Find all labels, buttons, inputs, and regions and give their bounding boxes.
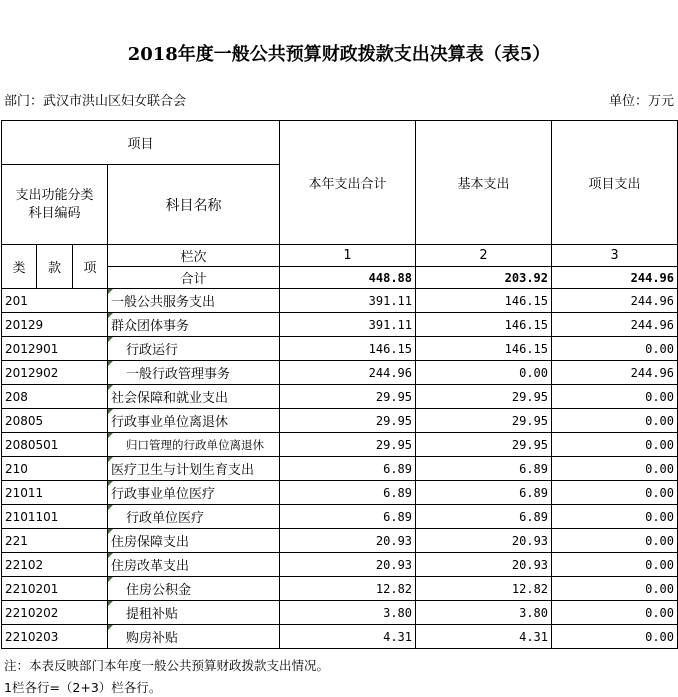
row-basic: 6.89: [416, 505, 552, 529]
row-project: 244.96: [552, 361, 678, 385]
row-code: 221: [2, 529, 108, 553]
total-amount: 448.88: [280, 267, 416, 289]
table-row: [2, 313, 678, 337]
row-total: 12.82: [280, 577, 416, 601]
unit-label: 单位：万元: [608, 94, 674, 109]
header-lanci: 栏次: [108, 245, 280, 267]
row-subject-name: 一般行政管理事务: [108, 361, 280, 385]
row-total: 146.15: [280, 337, 416, 361]
row-subject-name: 住房保障支出: [108, 529, 280, 553]
total-basic: 203.92: [416, 267, 552, 289]
row-code: 2101101: [2, 505, 108, 529]
row-subject-name: 社会保障和就业支出: [108, 385, 280, 409]
header-xiang: 项: [73, 245, 108, 289]
note-line-1: 注：本表反映部门本年度一般公共预算财政拨款支出情况。: [4, 658, 330, 673]
row-subject-name: 行政运行: [108, 337, 280, 361]
row-project: 0.00: [552, 577, 678, 601]
row-project: 244.96: [552, 289, 678, 313]
row-basic: 3.80: [416, 601, 552, 625]
table-row: [2, 625, 678, 649]
row-total: 391.11: [280, 289, 416, 313]
table-row: [2, 601, 678, 625]
row-basic: 12.82: [416, 577, 552, 601]
row-code: 21011: [2, 481, 108, 505]
row-basic: 6.89: [416, 481, 552, 505]
header-col-total: 本年支出合计: [280, 121, 416, 245]
row-subject-name: 住房公积金: [108, 577, 280, 601]
header-kuan: 款: [37, 245, 73, 289]
row-total: 391.11: [280, 313, 416, 337]
row-basic: 20.93: [416, 529, 552, 553]
col-number-1: 1: [280, 245, 416, 267]
header-subject-name: 科目名称: [108, 165, 280, 245]
row-project: 0.00: [552, 409, 678, 433]
row-basic: 4.31: [416, 625, 552, 649]
table-row: [2, 505, 678, 529]
col-number-3: 3: [552, 245, 678, 267]
row-project: 0.00: [552, 385, 678, 409]
row-project: 0.00: [552, 433, 678, 457]
header-col-basic: 基本支出: [416, 121, 552, 245]
total-label: 合计: [108, 267, 280, 289]
row-total: 6.89: [280, 457, 416, 481]
department-label: 部门：武汉市洪山区妇女联合会: [4, 94, 187, 109]
row-basic: 146.15: [416, 289, 552, 313]
header-lei: 类: [2, 245, 37, 289]
header-col-project: 项目支出: [552, 121, 678, 245]
table-row: [2, 385, 678, 409]
row-project: 0.00: [552, 505, 678, 529]
row-basic: 6.89: [416, 457, 552, 481]
row-code: 22102: [2, 553, 108, 577]
row-project: 0.00: [552, 529, 678, 553]
row-code: 20805: [2, 409, 108, 433]
row-total: 29.95: [280, 385, 416, 409]
row-total: 3.80: [280, 601, 416, 625]
row-code: 2210203: [2, 625, 108, 649]
row-project: 0.00: [552, 481, 678, 505]
row-code: 2080501: [2, 433, 108, 457]
row-total: 20.93: [280, 529, 416, 553]
table-row: [2, 529, 678, 553]
table-row: [2, 457, 678, 481]
row-subject-name: 行政事业单位离退休: [108, 409, 280, 433]
row-subject-name: 行政事业单位医疗: [108, 481, 280, 505]
table-row: [2, 409, 678, 433]
row-code: 2012902: [2, 361, 108, 385]
row-code: 208: [2, 385, 108, 409]
table-row: [2, 481, 678, 505]
header-project: 项目: [2, 121, 280, 165]
table-row: [2, 337, 678, 361]
note-line-2: 1栏各行=（2+3）栏各行。: [4, 680, 162, 695]
table-row: [2, 433, 678, 457]
row-project: 0.00: [552, 337, 678, 361]
table-row: [2, 361, 678, 385]
row-basic: 29.95: [416, 433, 552, 457]
row-subject-name: 归口管理的行政单位离退休: [108, 433, 280, 457]
total-project: 244.96: [552, 267, 678, 289]
row-total: 6.89: [280, 481, 416, 505]
row-code: 20129: [2, 313, 108, 337]
row-total: 20.93: [280, 553, 416, 577]
row-total: 4.31: [280, 625, 416, 649]
row-basic: 146.15: [416, 313, 552, 337]
row-basic: 20.93: [416, 553, 552, 577]
row-total: 244.96: [280, 361, 416, 385]
row-subject-name: 群众团体事务: [108, 313, 280, 337]
row-code: 210: [2, 457, 108, 481]
report-title: 2018年度一般公共预算财政拨款支出决算表（表5）: [127, 44, 551, 65]
row-subject-name: 购房补贴: [108, 625, 280, 649]
table-row: [2, 577, 678, 601]
col-number-2: 2: [416, 245, 552, 267]
row-code: 201: [2, 289, 108, 313]
expenditure-table: [1, 120, 678, 649]
row-subject-name: 一般公共服务支出: [108, 289, 280, 313]
row-subject-name: 医疗卫生与计划生育支出: [108, 457, 280, 481]
row-code: 2210202: [2, 601, 108, 625]
row-total: 29.95: [280, 433, 416, 457]
table-row: [2, 553, 678, 577]
row-subject-name: 行政单位医疗: [108, 505, 280, 529]
row-basic: 0.00: [416, 361, 552, 385]
row-code: 2012901: [2, 337, 108, 361]
row-project: 0.00: [552, 553, 678, 577]
row-basic: 29.95: [416, 385, 552, 409]
table-row: [2, 289, 678, 313]
row-project: 0.00: [552, 457, 678, 481]
row-subject-name: 提租补贴: [108, 601, 280, 625]
row-subject-name: 住房改革支出: [108, 553, 280, 577]
header-func-code: 支出功能分类 科目编码: [2, 165, 108, 245]
row-project: 0.00: [552, 625, 678, 649]
row-project: 0.00: [552, 601, 678, 625]
row-total: 29.95: [280, 409, 416, 433]
row-basic: 146.15: [416, 337, 552, 361]
row-code: 2210201: [2, 577, 108, 601]
row-basic: 29.95: [416, 409, 552, 433]
row-total: 6.89: [280, 505, 416, 529]
row-project: 244.96: [552, 313, 678, 337]
